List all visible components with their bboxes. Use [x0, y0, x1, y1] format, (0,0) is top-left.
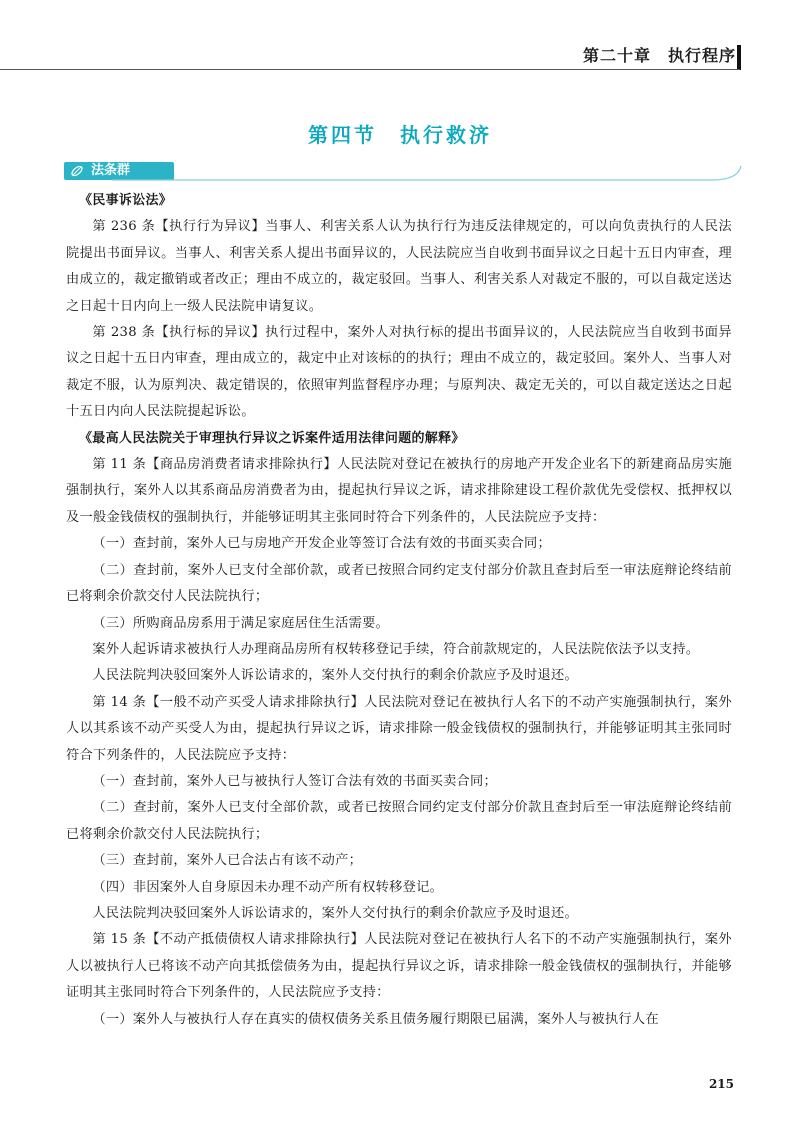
paragraph: 案外人起诉请求被执行人办理商品房所有权转移登记手续，符合前款规定的，人民法院依法予以支持。: [92, 641, 700, 657]
paragraph: （四）非因案外人自身原因未办理不动产所有权转移登记。: [92, 879, 444, 895]
paragraph: （三）所购商品房系用于满足家庭居住生活需要。: [92, 615, 390, 631]
page-number: 215: [708, 1077, 734, 1091]
paragraph: 人民法院判决驳回案外人诉讼请求的，案外人交付执行的剩余价款应予及时退还。: [92, 668, 578, 684]
paragraph: （二）查封前，案外人已支付全部价款，或者已按照合同约定支付部分价款且查封后至一审法庭辩论终结前已将剩余价款交付人民法院执行；: [66, 800, 732, 842]
paragraph: （三）查封前，案外人已合法占有该不动产；: [92, 853, 363, 869]
paragraph: （一）案外人与被执行人存在真实的债权债务关系且债务履行期限已届满，案外人与被执行人在: [92, 1011, 659, 1027]
header-rule: [0, 69, 740, 70]
paragraph: 第 15 条【不动产抵债债权人请求排除执行】人民法院对登记在被执行人名下的不动产实施强制执行，案外人以被执行人已将该不动产向其抵偿债务为由，提起执行异议之诉，请求排除一般金钱债权的强制执行，并能够证明其主张同时符合下列条件的，人民法院应予支持：: [66, 932, 732, 1001]
paragraph: （一）查封前，案外人已与房地产开发企业等签订合法有效的书面买卖合同；: [92, 536, 551, 552]
chapter-title: 第二十章 执行程序: [582, 46, 736, 65]
header-marker-bar: [737, 45, 741, 70]
paragraph: 第 236 条【执行行为异议】当事人、利害关系人认为执行行为违反法律规定的，可以向负责执行的人民法院提出书面异议。当事人、利害关系人提出书面异议的，人民法院应当自收到书面异议之日起十五日内审查，理由成立的，裁定撤销或者改正；理由不成立的，裁定驳回。当事人、利害关系人对裁定不服的，可以自裁定送达之日起十日内向上一级人民法院申请复议。: [66, 219, 732, 314]
leaf-icon: [70, 164, 84, 178]
paragraph: 人民法院判决驳回案外人诉讼请求的，案外人交付执行的剩余价款应予及时退还。: [92, 905, 578, 921]
paragraph: 第 14 条【一般不动产买受人请求排除执行】人民法院对登记在被执行人名下的不动产实施强制执行，案外人以其系该不动产买受人为由，提起执行异议之诉，请求排除一般金钱债权的强制执行，并能够证明其主张同时符合下列条件的，人民法院应予支持：: [66, 694, 732, 763]
law-title: 《民事诉讼法》: [79, 193, 173, 208]
document-body: [66, 188, 732, 1033]
paragraph: 第 11 条【商品房消费者请求排除执行】人民法院对登记在被执行的房地产开发企业名下的新建商品房实施强制执行，案外人以其系商品房消费者为由，提起执行异议之诉，请求排除建设工程价款优先受偿权、抵押权以及一般金钱债权的强制执行，并能够证明其主张同时符合下列条件的，人民法院应予支持：: [66, 457, 732, 525]
law-banner-label: 法条群: [91, 163, 131, 178]
section-title: 第四节 执行救济: [308, 123, 492, 147]
paragraph: （一）查封前，案外人已与被执行人签订合法有效的书面买卖合同；: [92, 773, 498, 789]
banner-curve-line: [112, 166, 742, 186]
law-title: 《最高人民法院关于审理执行异议之诉案件适用法律问题的解释》: [79, 430, 465, 446]
paragraph: （二）查封前，案外人已支付全部价款，或者已按照合同约定支付部分价款且查封后至一审法庭辩论终结前已将剩余价款交付人民法院执行；: [66, 562, 732, 605]
paragraph: 第 238 条【执行标的异议】执行过程中，案外人对执行标的提出书面异议的，人民法院应当自收到书面异议之日起十五日内审查，理由成立的，裁定中止对该标的的执行；理由不成立的，裁定驳回。案外人、当事人对裁定不服，认为原判决、裁定错误的，依照审判监督程序办理；与原判决、裁定无关的，可以自裁定送达之日起十五日内向人民法院提起诉讼。: [66, 325, 732, 420]
